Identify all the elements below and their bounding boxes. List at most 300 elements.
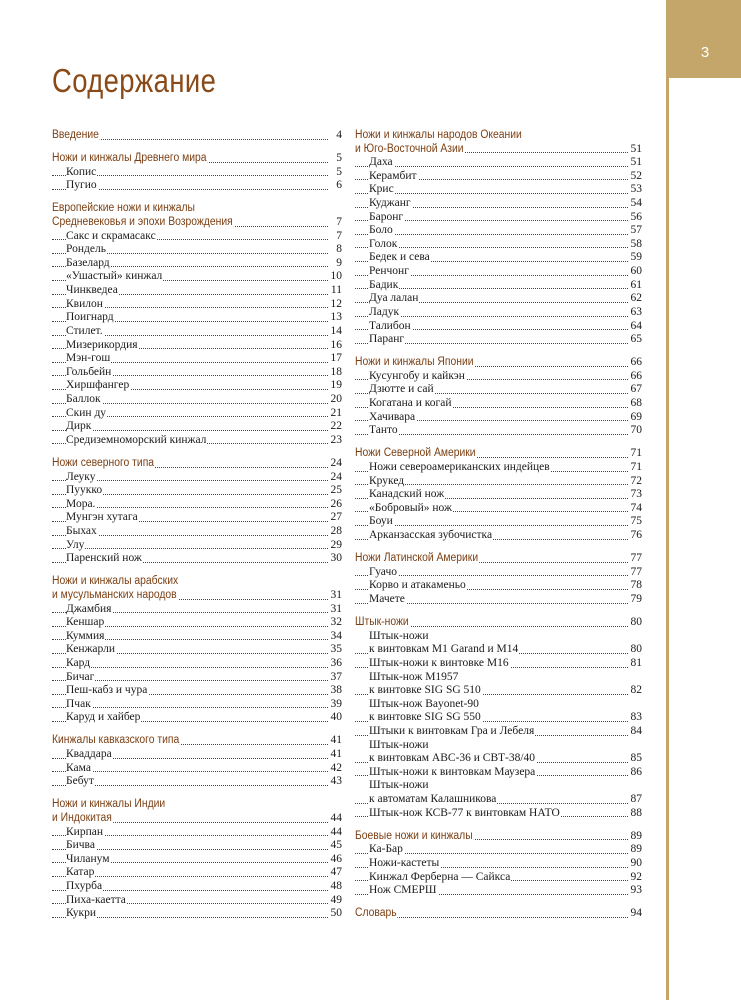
toc-entry[interactable] bbox=[355, 884, 642, 898]
section-spacer bbox=[355, 898, 642, 908]
toc-entry-title: Ножи Северной Америки bbox=[355, 447, 476, 460]
toc-page-number: 66 bbox=[630, 369, 642, 382]
toc-entry-title: Кард bbox=[66, 656, 91, 669]
toc-entry-title: Даха bbox=[369, 156, 393, 169]
toc-entry[interactable] bbox=[355, 793, 642, 807]
toc-entry-title: «Бобровый» нож bbox=[369, 501, 452, 514]
toc-page-number: 89 bbox=[630, 829, 642, 842]
toc-entry-title: Сакс и скрамасакс bbox=[66, 229, 156, 242]
dot-leader bbox=[355, 525, 628, 526]
toc-entry-title: Бадик bbox=[369, 278, 399, 291]
toc-entry-title: Ножи и кинжалы Древнего мира bbox=[52, 152, 207, 165]
toc-entry[interactable] bbox=[355, 488, 642, 502]
toc-entry[interactable] bbox=[355, 807, 642, 821]
toc-entry[interactable] bbox=[355, 502, 642, 516]
toc-entry[interactable] bbox=[52, 698, 342, 712]
toc-section-heading[interactable] bbox=[355, 830, 642, 844]
toc-entry[interactable] bbox=[355, 752, 642, 766]
toc-page-number: 85 bbox=[630, 752, 642, 765]
toc-page-number: 6 bbox=[336, 179, 342, 192]
dot-leader bbox=[52, 771, 328, 772]
toc-section-heading[interactable] bbox=[52, 216, 342, 230]
toc-entry[interactable] bbox=[355, 515, 642, 529]
section-spacer bbox=[355, 607, 642, 617]
toc-page-number: 16 bbox=[330, 338, 342, 351]
toc-entry-title: Пиха-каетта bbox=[66, 893, 126, 906]
toc-entry-title: Пугио bbox=[66, 179, 97, 192]
toc-page-number: 19 bbox=[330, 379, 342, 392]
toc-entry[interactable] bbox=[52, 393, 342, 407]
toc-entry[interactable] bbox=[355, 306, 642, 320]
toc-entry[interactable] bbox=[52, 379, 342, 393]
toc-entry-title: Средиземноморский кинжал bbox=[66, 433, 207, 446]
toc-entry[interactable] bbox=[52, 339, 342, 353]
toc-entry-title: Поигнард bbox=[66, 311, 114, 324]
toc-entry-title: Куджанг bbox=[369, 197, 411, 210]
toc-entry-title: Баллок bbox=[66, 392, 101, 405]
toc-entry-title: Ладук bbox=[369, 305, 400, 318]
toc-entry[interactable] bbox=[355, 671, 642, 685]
toc-page-number: 20 bbox=[330, 392, 342, 405]
toc-entry-title: Бедек и сева bbox=[369, 251, 430, 264]
toc-page-number: 80 bbox=[630, 616, 642, 629]
toc-page-number: 82 bbox=[630, 684, 642, 697]
toc-entry-title: к винтовкам АВС-36 и СВТ-38/40 bbox=[369, 752, 536, 765]
toc-entry[interactable] bbox=[355, 593, 642, 607]
toc-entry[interactable] bbox=[355, 224, 642, 238]
toc-page-number: 23 bbox=[330, 433, 342, 446]
toc-entry-title: Кама bbox=[66, 761, 91, 774]
toc-entry[interactable] bbox=[52, 643, 342, 657]
section-spacer bbox=[52, 725, 342, 735]
toc-page-number: 66 bbox=[630, 356, 642, 369]
toc-entry[interactable] bbox=[355, 871, 642, 885]
toc-page-number: 22 bbox=[330, 420, 342, 433]
section-spacer bbox=[355, 438, 642, 448]
toc-page-number: 70 bbox=[630, 424, 642, 437]
toc-page-number: 17 bbox=[330, 352, 342, 365]
toc-entry-title: Кинжал Ферберна — Сайкса bbox=[369, 870, 511, 883]
toc-page-number: 51 bbox=[630, 142, 642, 155]
toc-entry[interactable] bbox=[52, 525, 342, 539]
toc-entry[interactable] bbox=[52, 325, 342, 339]
toc-entry[interactable] bbox=[355, 739, 642, 753]
toc-entry-title: Быхах bbox=[66, 524, 97, 537]
toc-page-number: 12 bbox=[330, 297, 342, 310]
toc-entry-title: Гольбейн bbox=[66, 365, 112, 378]
toc-entry-title: Мачете bbox=[369, 593, 405, 605]
toc-entry[interactable] bbox=[355, 766, 642, 780]
toc-page-number: 25 bbox=[330, 484, 342, 497]
toc-entry-title: «Ушастый» кинжал bbox=[66, 270, 163, 283]
section-spacer bbox=[52, 566, 342, 576]
toc-entry[interactable] bbox=[355, 183, 642, 197]
toc-page-number: 18 bbox=[330, 365, 342, 378]
toc-entry[interactable] bbox=[52, 839, 342, 853]
toc-page-number: 61 bbox=[630, 278, 642, 291]
toc-page-number: 10 bbox=[330, 270, 342, 283]
toc-page-number: 67 bbox=[630, 383, 642, 396]
toc-entry-title: Боло bbox=[369, 224, 393, 237]
toc-entry[interactable] bbox=[52, 407, 342, 421]
toc-entry-title: Арканзасская зубочистка bbox=[369, 529, 493, 542]
toc-page-number: 37 bbox=[330, 670, 342, 683]
toc-entry[interactable] bbox=[355, 211, 642, 225]
toc-entry[interactable] bbox=[355, 265, 642, 279]
toc-entry[interactable] bbox=[355, 461, 642, 475]
toc-entry-title: и мусульманских народов bbox=[52, 588, 177, 601]
toc-page-number: 56 bbox=[630, 210, 642, 223]
toc-entry[interactable] bbox=[52, 894, 342, 908]
toc-section-heading[interactable] bbox=[355, 356, 642, 370]
toc-entry-title: Штык-нож Bayonet-90 bbox=[369, 697, 479, 710]
toc-entry-title: Штык-ножи bbox=[369, 738, 429, 751]
toc-page-number: 52 bbox=[630, 169, 642, 182]
toc-section-heading[interactable] bbox=[52, 457, 342, 471]
toc-entry[interactable] bbox=[52, 616, 342, 630]
toc-entry-title: Паранг bbox=[369, 333, 405, 346]
toc-entry[interactable] bbox=[52, 298, 342, 312]
toc-entry-title: к винтовке SIG SG 550 bbox=[369, 711, 481, 724]
toc-page-number: 31 bbox=[330, 602, 342, 615]
toc-page-number: 64 bbox=[630, 319, 642, 332]
toc-section-heading[interactable] bbox=[52, 812, 342, 826]
toc-entry-title: Штык-нож M1957 bbox=[369, 670, 459, 683]
toc-page-number: 27 bbox=[330, 511, 342, 524]
toc-page-number: 38 bbox=[330, 684, 342, 697]
toc-entry-title: Ренчонг bbox=[369, 265, 409, 278]
toc-entry-title: Мизерикордия bbox=[66, 338, 138, 351]
toc-entry-title: Дуа лалан bbox=[369, 292, 419, 305]
toc-section-heading[interactable] bbox=[52, 798, 342, 812]
toc-entry-title: Паренский нож bbox=[66, 552, 142, 565]
toc-page-number: 68 bbox=[630, 397, 642, 410]
toc-entry-title: Ножи и кинжалы Индии bbox=[52, 798, 166, 811]
toc-entry-title: Штык-нож КСВ-77 к винтовкам НАТО bbox=[369, 806, 560, 819]
toc-entry[interactable] bbox=[52, 471, 342, 485]
toc-entry[interactable] bbox=[52, 826, 342, 840]
toc-page-number: 49 bbox=[330, 893, 342, 906]
toc-page-number: 32 bbox=[330, 616, 342, 629]
toc-entry-title: Пуукко bbox=[66, 484, 103, 497]
toc-entry-title: Хиршфангер bbox=[66, 379, 130, 392]
toc-entry[interactable] bbox=[355, 779, 642, 793]
toc-entry[interactable] bbox=[355, 630, 642, 644]
toc-entry-title: Словарь bbox=[355, 907, 397, 920]
toc-page-number: 5 bbox=[336, 152, 342, 165]
toc-entry[interactable] bbox=[52, 434, 342, 448]
toc-entry-title: Чинкведеа bbox=[66, 284, 118, 297]
toc-entry-title: Штык-ножи bbox=[369, 629, 429, 642]
toc-entry-title: Штыки к винтовкам Гра и Лебеля bbox=[369, 724, 535, 737]
toc-entry-title: Куммия bbox=[66, 629, 105, 642]
toc-page-number: 71 bbox=[630, 461, 642, 474]
toc-entry[interactable] bbox=[355, 238, 642, 252]
toc-page-number: 63 bbox=[630, 305, 642, 318]
toc-page-number: 75 bbox=[630, 515, 642, 528]
toc-entry[interactable] bbox=[52, 257, 342, 271]
toc-entry[interactable] bbox=[52, 684, 342, 698]
toc-entry-title: Ножи Латинской Америки bbox=[355, 552, 479, 565]
toc-entry-title: Дзютте и сай bbox=[369, 383, 434, 396]
toc-entry-title: Пхурба bbox=[66, 880, 103, 893]
toc-entry[interactable] bbox=[355, 320, 642, 334]
toc-entry[interactable] bbox=[355, 251, 642, 265]
toc-page-number: 65 bbox=[630, 333, 642, 346]
toc-section-heading[interactable] bbox=[52, 152, 342, 166]
dot-leader bbox=[355, 193, 628, 194]
toc-entry[interactable] bbox=[52, 775, 342, 789]
toc-page-number: 5 bbox=[336, 165, 342, 178]
toc-entry-title: Ножи североамериканских индейцев bbox=[369, 461, 550, 474]
toc-page-number: 36 bbox=[330, 656, 342, 669]
toc-page-number: 60 bbox=[630, 265, 642, 278]
toc-page-number: 53 bbox=[630, 183, 642, 196]
toc-entry[interactable] bbox=[52, 630, 342, 644]
toc-entry-title: Баронг bbox=[369, 210, 404, 223]
toc-entry[interactable] bbox=[52, 853, 342, 867]
toc-section-heading[interactable] bbox=[355, 552, 642, 566]
toc-entry-title: Кирпан bbox=[66, 825, 103, 838]
toc-entry-title: Катар bbox=[66, 866, 95, 879]
toc-entry[interactable] bbox=[355, 156, 642, 170]
toc-entry[interactable] bbox=[355, 857, 642, 871]
toc-page-number: 24 bbox=[330, 470, 342, 483]
toc-entry-title: Ка-Бар bbox=[369, 843, 403, 856]
toc-page-number: 58 bbox=[630, 237, 642, 250]
toc-section-heading[interactable] bbox=[355, 907, 642, 921]
toc-entry[interactable] bbox=[52, 880, 342, 894]
toc-page-number: 94 bbox=[630, 907, 642, 920]
toc-entry[interactable] bbox=[52, 284, 342, 298]
toc-entry-title: Квилон bbox=[66, 297, 103, 310]
toc-entry-title: Базелард bbox=[66, 256, 110, 269]
section-spacer bbox=[355, 347, 642, 357]
toc-page-number: 39 bbox=[330, 697, 342, 710]
toc-entry-title: Леуку bbox=[66, 470, 96, 483]
toc-entry[interactable] bbox=[52, 539, 342, 553]
toc-entry[interactable] bbox=[355, 292, 642, 306]
toc-entry-title: Крукед bbox=[369, 474, 405, 487]
section-spacer bbox=[355, 820, 642, 830]
toc-entry[interactable] bbox=[355, 475, 642, 489]
toc-entry-title: Канадский нож bbox=[369, 488, 445, 501]
toc-page-number: 74 bbox=[630, 501, 642, 514]
toc-page-number: 89 bbox=[630, 843, 642, 856]
toc-page-number: 84 bbox=[630, 724, 642, 737]
toc-entry[interactable] bbox=[355, 279, 642, 293]
section-spacer bbox=[52, 447, 342, 457]
toc-entry-title: Средневековья и эпохи Возрождения bbox=[52, 216, 233, 229]
dot-leader bbox=[52, 548, 328, 549]
toc-entry[interactable] bbox=[52, 366, 342, 380]
toc-entry[interactable] bbox=[355, 333, 642, 347]
toc-page-number: 59 bbox=[630, 251, 642, 264]
toc-entry[interactable] bbox=[355, 370, 642, 384]
toc-page-number: 28 bbox=[330, 524, 342, 537]
toc-entry[interactable] bbox=[355, 725, 642, 739]
toc-entry-title: и Индокитая bbox=[52, 812, 112, 825]
toc-page-number: 46 bbox=[330, 852, 342, 865]
toc-entry[interactable] bbox=[355, 197, 642, 211]
toc-entry[interactable] bbox=[52, 179, 342, 193]
toc-page-number: 48 bbox=[330, 880, 342, 893]
toc-entry-title: Ножи и кинжалы Японии bbox=[355, 356, 474, 369]
toc-page-number: 11 bbox=[330, 284, 342, 297]
toc-entry[interactable] bbox=[52, 603, 342, 617]
toc-entry-title: Кукри bbox=[66, 907, 97, 920]
toc-entry[interactable] bbox=[52, 671, 342, 685]
toc-entry-title: Мунгэн хутага bbox=[66, 511, 138, 524]
toc-entry[interactable] bbox=[52, 484, 342, 498]
toc-page-number: 30 bbox=[330, 552, 342, 565]
toc-entry[interactable] bbox=[52, 230, 342, 244]
dot-leader bbox=[52, 667, 328, 668]
toc-entry-title: Европейские ножи и кинжалы bbox=[52, 202, 195, 215]
toc-section-heading[interactable] bbox=[355, 143, 642, 157]
toc-page-number: 4 bbox=[336, 129, 342, 141]
toc-entry-title: Стилет. bbox=[66, 324, 103, 337]
toc-page-number: 76 bbox=[630, 529, 642, 542]
toc-entry-title: Голок bbox=[369, 237, 398, 250]
toc-entry-title: Джамбия bbox=[66, 602, 112, 615]
toc-entry-title: Ножи и кинжалы арабских bbox=[52, 575, 179, 588]
toc-entry-title: Чиланум bbox=[66, 852, 110, 865]
toc-entry-title: Кенжарли bbox=[66, 643, 116, 656]
toc-entry[interactable] bbox=[355, 529, 642, 543]
toc-section-heading[interactable] bbox=[52, 589, 342, 603]
toc-page-number: 51 bbox=[630, 156, 642, 169]
toc-entry[interactable] bbox=[355, 684, 642, 698]
toc-page-number: 88 bbox=[630, 806, 642, 819]
toc-page-number: 35 bbox=[330, 643, 342, 656]
toc-entry-title: и Юго-Восточной Азии bbox=[355, 142, 464, 155]
toc-page-number: 79 bbox=[630, 593, 642, 605]
toc-entry[interactable] bbox=[355, 657, 642, 671]
toc-entry-title: Копис bbox=[66, 165, 97, 178]
toc-entry-title: к винтовке SIG SG 510 bbox=[369, 684, 481, 697]
toc-section-heading[interactable] bbox=[52, 129, 342, 143]
toc-entry[interactable] bbox=[52, 166, 342, 180]
section-spacer bbox=[52, 143, 342, 153]
toc-entry-title: Кваддара bbox=[66, 748, 112, 761]
toc-page-number: 13 bbox=[330, 311, 342, 324]
toc-page-number: 77 bbox=[630, 552, 642, 565]
toc-entry-title: Корво и атакаменьо bbox=[369, 579, 466, 592]
toc-entry[interactable] bbox=[52, 243, 342, 257]
toc-page-number: 43 bbox=[330, 775, 342, 788]
toc-page-number: 81 bbox=[630, 656, 642, 669]
toc-entry[interactable] bbox=[52, 762, 342, 776]
toc-entry[interactable] bbox=[355, 411, 642, 425]
toc-entry[interactable] bbox=[355, 383, 642, 397]
toc-page-number: 45 bbox=[330, 839, 342, 852]
toc-entry-title: Хачивара bbox=[369, 410, 416, 423]
toc-entry[interactable] bbox=[355, 170, 642, 184]
toc-section-heading[interactable] bbox=[52, 734, 342, 748]
toc-page-number: 90 bbox=[630, 856, 642, 869]
toc-entry[interactable] bbox=[52, 352, 342, 366]
toc-entry[interactable] bbox=[355, 711, 642, 725]
toc-entry[interactable] bbox=[52, 498, 342, 512]
toc-section-heading[interactable] bbox=[52, 202, 342, 216]
toc-entry[interactable] bbox=[52, 711, 342, 725]
toc-page-number: 7 bbox=[336, 216, 342, 229]
toc-section-heading[interactable] bbox=[355, 616, 642, 630]
toc-entry-title: Танто bbox=[369, 424, 398, 437]
toc-entry[interactable] bbox=[52, 657, 342, 671]
dot-leader bbox=[52, 430, 328, 431]
toc-section-heading[interactable] bbox=[52, 575, 342, 589]
toc-entry[interactable] bbox=[52, 311, 342, 325]
toc-entry[interactable] bbox=[355, 843, 642, 857]
page-number-tab bbox=[669, 0, 741, 78]
toc-page-number: 73 bbox=[630, 488, 642, 501]
toc-entry[interactable] bbox=[355, 698, 642, 712]
toc-page-number: 57 bbox=[630, 224, 642, 237]
toc-page-number: 47 bbox=[330, 866, 342, 879]
toc-page-number: 54 bbox=[630, 197, 642, 210]
toc-entry[interactable] bbox=[355, 643, 642, 657]
toc-entry-title: к автоматам Калашникова bbox=[369, 793, 497, 806]
section-spacer bbox=[52, 193, 342, 203]
toc-page-number: 69 bbox=[630, 410, 642, 423]
toc-entry-title: Бичва bbox=[66, 839, 95, 852]
toc-entry-title: Ножи и кинжалы народов Океании bbox=[355, 129, 522, 141]
toc-page-number: 62 bbox=[630, 292, 642, 305]
toc-page-number: 41 bbox=[330, 734, 342, 747]
toc-page-number: 14 bbox=[330, 324, 342, 337]
toc-page-number: 21 bbox=[330, 406, 342, 419]
toc-entry[interactable] bbox=[355, 566, 642, 580]
toc-entry[interactable] bbox=[52, 866, 342, 880]
page-edge-band bbox=[666, 0, 741, 1000]
page-number: 3 bbox=[700, 44, 710, 61]
toc-page-number: 78 bbox=[630, 579, 642, 592]
toc-entry-title: Когатана и когай bbox=[369, 397, 452, 410]
toc-entry[interactable] bbox=[52, 748, 342, 762]
toc-page-number: 24 bbox=[330, 456, 342, 469]
toc-entry-title: Керамбит bbox=[369, 169, 417, 182]
toc-entry[interactable] bbox=[355, 424, 642, 438]
toc-page-number: 34 bbox=[330, 629, 342, 642]
toc-entry[interactable] bbox=[355, 579, 642, 593]
toc-right-column bbox=[355, 129, 642, 921]
toc-entry-title: Пчак bbox=[66, 697, 91, 710]
toc-entry-title: Улу bbox=[66, 538, 85, 551]
toc-page-number: 72 bbox=[630, 474, 642, 487]
toc-page-number: 71 bbox=[630, 447, 642, 460]
toc-entry[interactable] bbox=[52, 270, 342, 284]
toc-page-number: 83 bbox=[630, 711, 642, 724]
toc-entry[interactable] bbox=[52, 420, 342, 434]
toc-section-heading[interactable] bbox=[355, 447, 642, 461]
section-spacer bbox=[355, 543, 642, 553]
toc-entry[interactable] bbox=[355, 397, 642, 411]
toc-entry[interactable] bbox=[52, 907, 342, 921]
toc-entry[interactable] bbox=[52, 511, 342, 525]
toc-page-number: 44 bbox=[330, 812, 342, 825]
toc-entry[interactable] bbox=[52, 552, 342, 566]
toc-page-number: 29 bbox=[330, 538, 342, 551]
toc-entry-title: Мэн-гош bbox=[66, 352, 111, 365]
toc-entry-title: Пеш-кабз и чура bbox=[66, 684, 148, 697]
toc-section-heading[interactable] bbox=[355, 129, 642, 143]
toc-entry-title: Крис bbox=[369, 183, 394, 196]
toc-entry-title: Штык-ножи к винтовкам Маузера bbox=[369, 765, 536, 778]
dot-leader bbox=[52, 707, 328, 708]
toc-entry-title: Боевые ножи и кинжалы bbox=[355, 829, 473, 842]
